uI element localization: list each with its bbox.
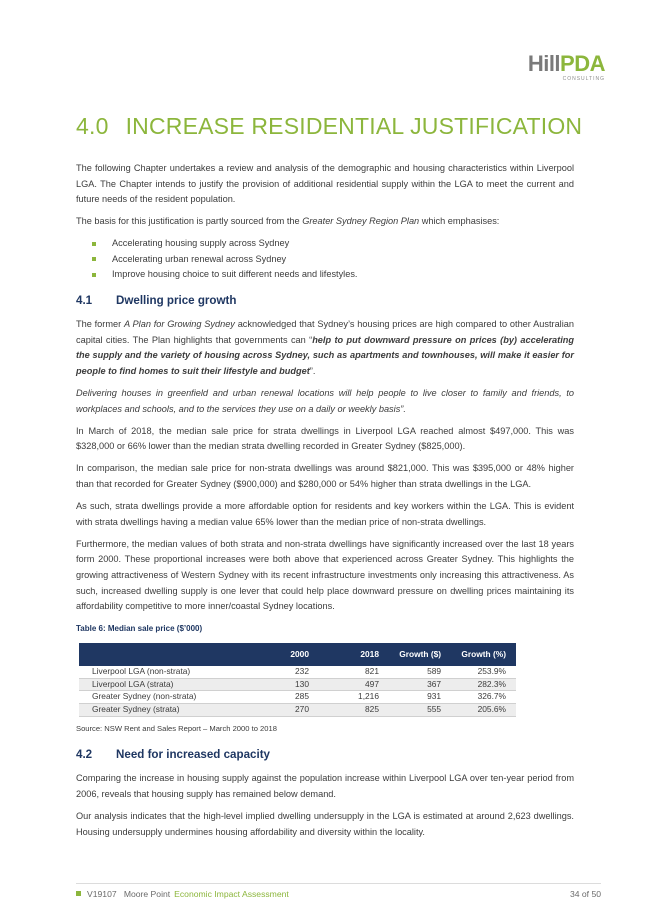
table-cell: 253.9% (451, 666, 516, 678)
logo-subtitle: CONSULTING (562, 76, 605, 82)
table-cell: 589 (389, 666, 451, 678)
bullet-square-icon (92, 242, 96, 246)
table-row (79, 691, 516, 704)
section-number: 4.2 (76, 747, 93, 761)
bullet-item (76, 267, 574, 282)
intro-paragraph-1: The following Chapter undertakes a review and analysis of the demographic and housing characteristics within Liverpool LGA. The Chapter intends to justify the provision of additional residential supply within the LGA to meet the current and future needs of the resident population. (76, 163, 574, 205)
table-header-cell (79, 643, 249, 666)
section2-paragraph-1: Comparing the increase in housing supply against the population increase within Liverpool LGA over ten-year period from 2006, reveals that housing supply has remained below demand. (76, 773, 574, 799)
table-cell: Liverpool LGA (non-strata) (79, 666, 249, 678)
table-header-row (79, 643, 516, 666)
table-caption: Table 6: Median sale price ($’000) (76, 624, 203, 634)
section1-paragraph-5: As such, strata dwellings provide a more affordable option for residents and key workers within the LGA. This is evident with strata dwellings having a median value 65% lower than the median price of non-strata dwellings. (76, 501, 574, 527)
section-4-2-heading (76, 747, 574, 763)
logo-hill: Hill (527, 51, 561, 76)
table-row (79, 678, 516, 691)
table-cell: 285 (249, 691, 319, 704)
bullet-item (76, 236, 574, 251)
page-footer (76, 883, 601, 899)
table-cell: 821 (319, 666, 389, 678)
table-header-cell: 2018 (319, 643, 389, 666)
section-title: Dwelling price growth (116, 293, 237, 307)
table-cell: 367 (389, 678, 451, 691)
bullet-square-icon (92, 257, 96, 261)
table-cell: Greater Sydney (strata) (79, 704, 249, 717)
table-cell: Liverpool LGA (strata) (79, 678, 249, 691)
logo-pda: PDA (560, 51, 605, 76)
intro-p2-plan-name: Greater Sydney Region Plan (302, 216, 420, 227)
chapter-heading (76, 113, 596, 140)
table-cell: 497 (319, 678, 389, 691)
footer-square-icon (76, 891, 81, 896)
bullet-square-icon (92, 273, 96, 277)
table-cell: 130 (249, 678, 319, 691)
page-content (76, 161, 574, 847)
intro-p2-text-end: which emphasises: (419, 216, 500, 227)
chapter-title: INCREASE RESIDENTIAL JUSTIFICATION (125, 113, 583, 139)
bullet-text: Improve housing choice to suit different needs and lifestyles. (112, 269, 358, 280)
table-cell: 326.7% (451, 691, 516, 704)
page-number: 34 of 50 (569, 889, 601, 899)
table-cell: 205.6% (451, 704, 516, 717)
intro-paragraph-2 (76, 214, 574, 230)
bullet-text: Accelerating urban renewal across Sydney (112, 253, 287, 264)
p1-text-c: acknowledged that Sydney’s housing prices are high compared to other Australian capital cities. The Plan highlights that governments can “ (76, 319, 574, 345)
p1-text-e: ”. (309, 365, 316, 376)
table-cell: 1,216 (319, 691, 389, 704)
p1-quote: help to put downward pressure on prices (by) accelerating the supply and the variety of housing across Sydney, such as apartments and townhouses, will make it easier for people to find homes to suit their lifestyle and budget (76, 334, 574, 376)
section1-paragraph-3: In March of 2018, the median sale price for strata dwellings in Liverpool LGA reached almost $497,000. This was $328,000 or 66% lower than the median strata dwelling recorded in Greater Sydney ($825,000). (76, 425, 574, 452)
footer-project-code: V19107 (87, 889, 117, 899)
median-price-table (79, 643, 516, 717)
intro-p2-text: The basis for this justification is partly sourced from the (76, 216, 303, 227)
intro-bullet-list (76, 236, 574, 282)
section-title: Need for increased capacity (116, 747, 271, 761)
section1-paragraph-4: In comparison, the median sale price for non-strata dwellings was around $821,000. This was $395,000 or 48% higher than that recorded for Greater Sydney ($900,000) and $280,000 or 54% higher than strata dwellings in the LGA. (76, 463, 574, 490)
bullet-text: Accelerating housing supply across Sydney (112, 238, 290, 249)
chapter-number: 4.0 (76, 113, 109, 139)
p1-text-a: The former (76, 319, 124, 330)
table-cell: 555 (389, 704, 451, 717)
p2-quote: Delivering houses in greenfield and urban renewal locations will help people to live closer to family and friends, to workplaces and schools, and to the services they use on a daily or weekly basis”. (76, 388, 574, 414)
table-cell: 232 (249, 666, 319, 678)
footer-project-name: Economic Impact Assessment (174, 889, 289, 899)
footer-client: Moore Point (123, 889, 171, 899)
table-header-cell: Growth ($) (389, 643, 451, 666)
table-row (79, 704, 516, 717)
company-logo (528, 53, 605, 82)
table-cell: 282.3% (451, 678, 516, 691)
table-cell: 825 (319, 704, 389, 717)
table-cell: 931 (389, 691, 451, 704)
table-cell: 270 (249, 704, 319, 717)
table-row (79, 666, 516, 678)
section1-paragraph-6: Furthermore, the median values of both strata and non-strata dwellings have significantly increased over the last 18 years form 2000. These proportional increases were both above that experienced across Greater Sydney. This highlights the growing attractiveness of Western Sydney with its recent infrastructure investments only increasing this attractiveness. As such, increased dwelling supply is one lever that could help place downward pressure on dwelling prices maintaining its affordability competitive to more inner/coastal Sydney locations. (76, 538, 574, 612)
section-4-1-heading (76, 293, 574, 309)
section1-paragraph-2 (76, 386, 574, 417)
table-header-cell: Growth (%) (451, 643, 516, 666)
table-cell: Greater Sydney (non-strata) (79, 691, 249, 704)
table-source: Source: NSW Rent and Sales Report – March 2000 to 2018 (76, 724, 277, 734)
section2-paragraph-2: Our analysis indicates that the high-level implied dwelling undersupply in the LGA is estimated at around 2,623 dwellings. Housing undersupply undermines housing affordability and diversity within the locality. (76, 810, 574, 837)
table-header-cell: 2000 (249, 643, 319, 666)
section-number: 4.1 (76, 293, 93, 307)
bullet-item (76, 252, 574, 267)
section1-paragraph-1 (76, 317, 574, 379)
p1-plan-name: A Plan for Growing Sydney (123, 319, 235, 330)
